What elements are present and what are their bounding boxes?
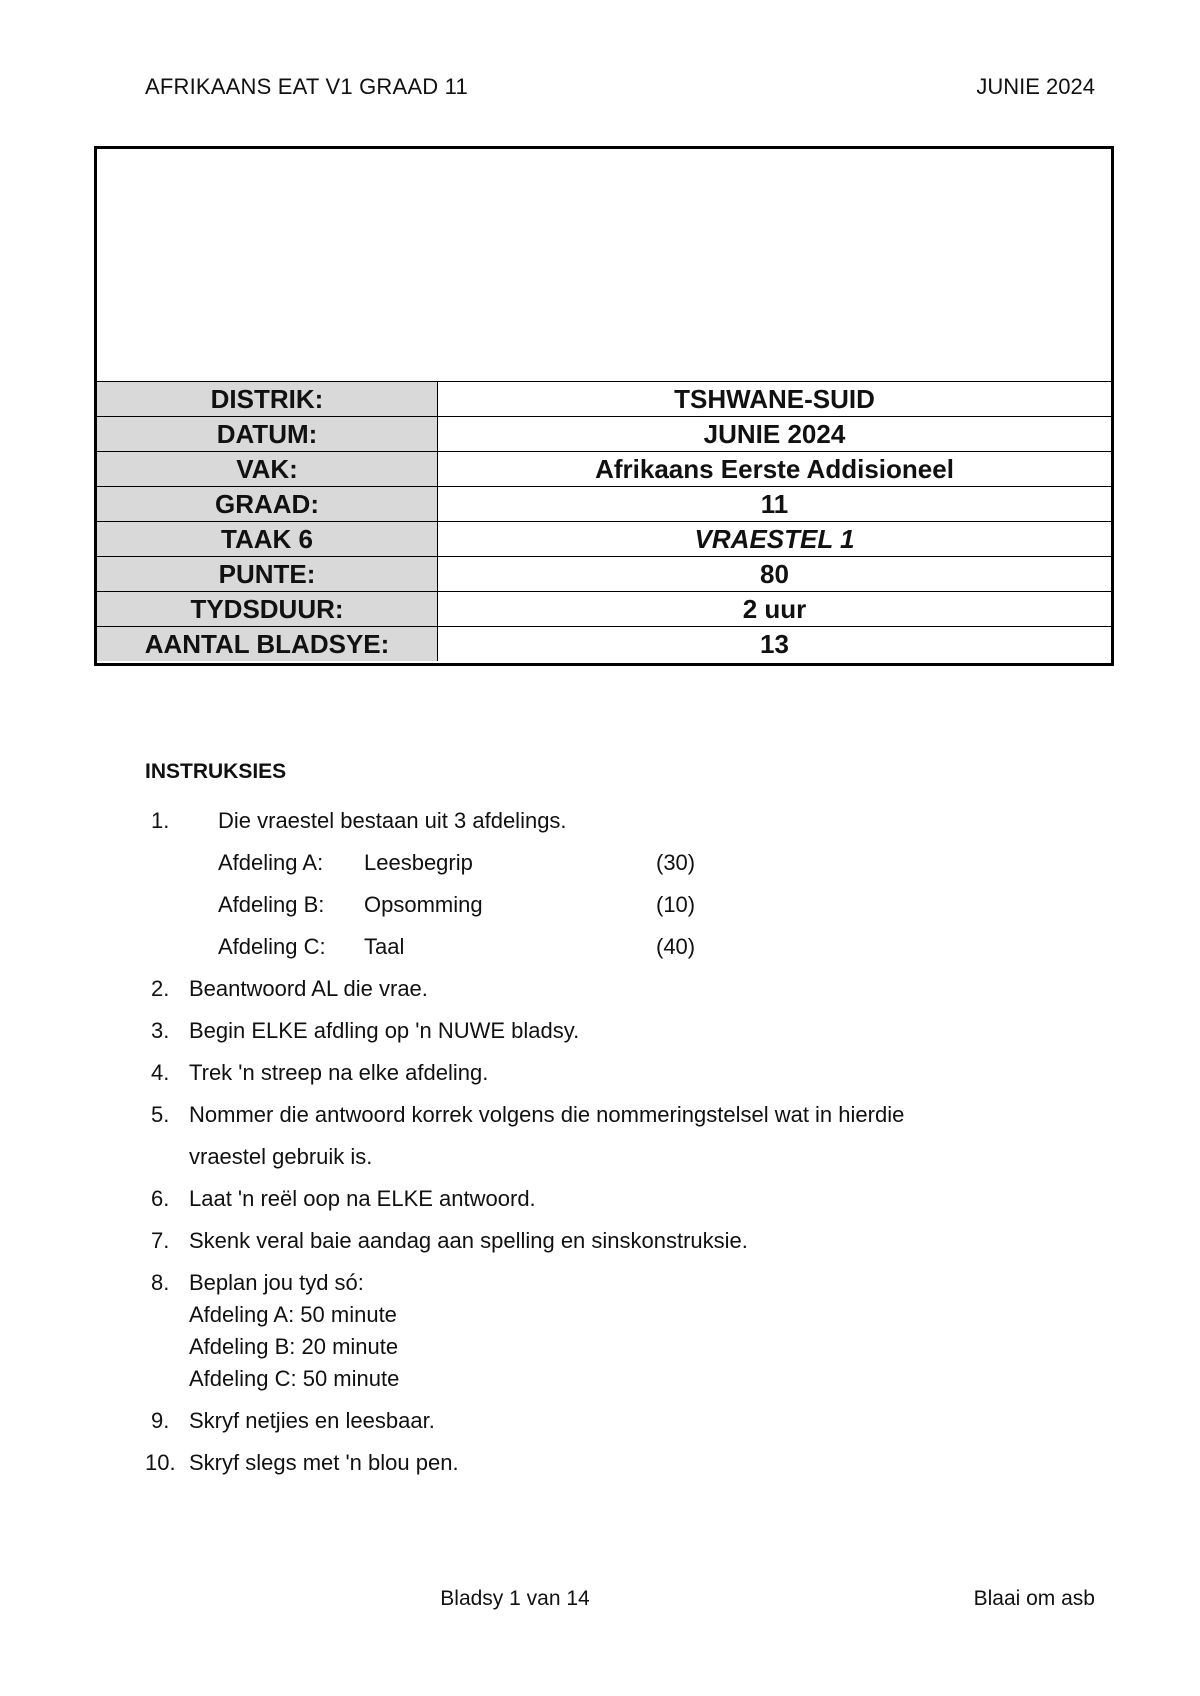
section-label: Afdeling A: <box>218 850 324 875</box>
row-value: 80 <box>438 557 1112 592</box>
item-text: Trek 'n streep na elke afdeling. <box>189 1060 489 1085</box>
page-number: Bladsy 1 van 14 <box>440 1587 590 1610</box>
item-number: 1. <box>151 808 170 833</box>
row-tydsduur <box>97 592 1111 627</box>
row-label: PUNTE: <box>97 557 438 592</box>
item-number: 2. <box>151 976 170 1001</box>
instruction-item <box>145 800 1045 842</box>
row-value: 11 <box>438 487 1112 522</box>
item-number: 4. <box>151 1060 170 1085</box>
instruction-item <box>145 1442 1045 1484</box>
instruction-item <box>145 968 1045 1010</box>
header-date: JUNIE 2024 <box>976 74 1095 99</box>
instruction-item <box>145 1178 1045 1220</box>
row-taak <box>97 522 1111 557</box>
cover-info-box <box>94 146 1114 666</box>
row-label: TYDSDUUR: <box>97 592 438 627</box>
item-text: Die vraestel bestaan uit 3 afdelings. <box>218 808 567 833</box>
item-number: 6. <box>151 1186 170 1211</box>
turn-over-note: Blaai om asb <box>973 1587 1095 1610</box>
item-number: 5. <box>151 1102 170 1127</box>
item-text-continued: vraestel gebruik is. <box>189 1144 373 1169</box>
row-value: VRAESTEL 1 <box>438 522 1112 557</box>
instructions <box>145 760 1045 1484</box>
instruction-item <box>145 1052 1045 1094</box>
item-text: Skryf slegs met 'n blou pen. <box>189 1450 459 1475</box>
row-label: TAAK 6 <box>97 522 438 557</box>
row-value: 2 uur <box>438 592 1112 627</box>
row-label: GRAAD: <box>97 487 438 522</box>
row-punte <box>97 557 1111 592</box>
row-value: TSHWANE-SUID <box>438 382 1112 417</box>
instruction-item <box>145 1400 1045 1442</box>
item-number: 7. <box>151 1228 170 1253</box>
instruction-item <box>145 1094 1045 1178</box>
time-plan-line: Afdeling B: 20 minute <box>189 1334 399 1359</box>
item-text: Nommer die antwoord korrek volgens die nommeringstelsel wat in hierdie <box>189 1102 905 1127</box>
section-row <box>218 926 1045 968</box>
section-marks: (40) <box>656 934 696 959</box>
section-name: Leesbegrip <box>364 850 473 875</box>
instruction-item-time-plan <box>145 1262 1045 1400</box>
item-text: Laat 'n reël oop na ELKE antwoord. <box>189 1186 536 1211</box>
item-text: Beantwoord AL die vrae. <box>189 976 428 1001</box>
section-label: Afdeling C: <box>218 934 326 959</box>
item-number: 3. <box>151 1018 170 1043</box>
header-subject: AFRIKAANS EAT V1 GRAAD 11 <box>145 74 468 99</box>
section-row <box>218 884 1045 926</box>
row-label: AANTAL BLADSYE: <box>97 627 438 662</box>
item-number: 10. <box>145 1450 176 1475</box>
item-number: 8. <box>151 1270 170 1295</box>
time-plan-line: Afdeling A: 50 minute <box>189 1302 397 1327</box>
instruction-item <box>145 1220 1045 1262</box>
row-datum <box>97 417 1111 452</box>
cover-info-table <box>97 382 1111 661</box>
section-row <box>218 842 1045 884</box>
logo-area <box>97 149 1111 382</box>
section-label: Afdeling B: <box>218 892 325 917</box>
row-label: DATUM: <box>97 417 438 452</box>
item-text: Skryf netjies en leesbaar. <box>189 1408 435 1433</box>
row-label: DISTRIK: <box>97 382 438 417</box>
time-plan-line: Afdeling C: 50 minute <box>189 1366 400 1391</box>
row-aantal-bladsye <box>97 627 1111 662</box>
row-graad <box>97 487 1111 522</box>
item-number: 9. <box>151 1408 170 1433</box>
item-text: Skenk veral baie aandag aan spelling en sinskonstruksie. <box>189 1228 748 1253</box>
row-value: 13 <box>438 627 1112 662</box>
instructions-title: INSTRUKSIES <box>145 760 287 783</box>
section-name: Taal <box>364 934 405 959</box>
row-label: VAK: <box>97 452 438 487</box>
row-value: Afrikaans Eerste Addisioneel <box>438 452 1112 487</box>
section-marks: (30) <box>656 850 696 875</box>
row-value: JUNIE 2024 <box>438 417 1112 452</box>
row-vak <box>97 452 1111 487</box>
section-marks: (10) <box>656 892 696 917</box>
row-distrik <box>97 382 1111 417</box>
item-text: Begin ELKE afdling op 'n NUWE bladsy. <box>189 1018 580 1043</box>
section-name: Opsomming <box>364 892 483 917</box>
item-text: Beplan jou tyd só: <box>189 1270 364 1295</box>
instruction-item <box>145 1010 1045 1052</box>
